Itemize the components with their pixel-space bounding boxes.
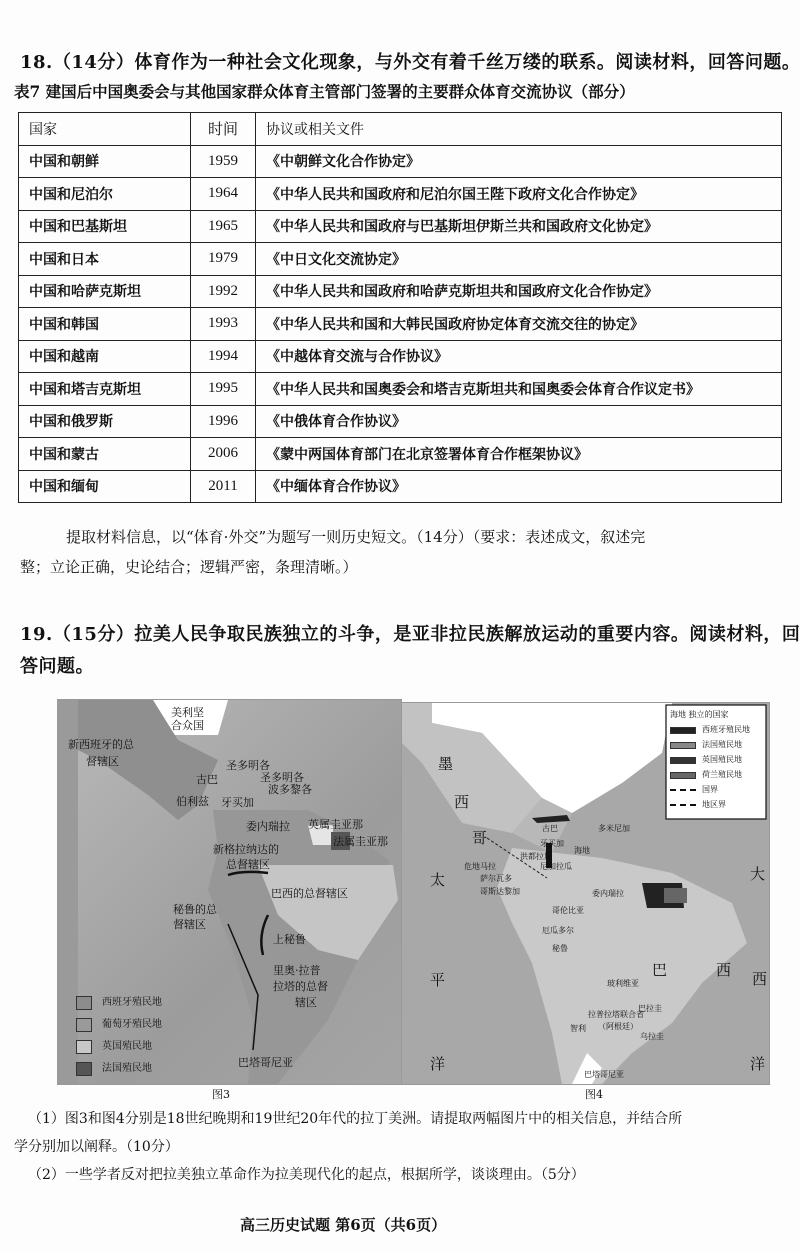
year-cell: 1994 [191, 340, 256, 373]
legend-label: 法国殖民地 [702, 740, 742, 749]
legend-swatch [670, 757, 696, 764]
table-row [19, 243, 782, 276]
label-patagonia: 巴塔哥尼亚 [238, 1056, 293, 1069]
country-cell: 中国和巴基斯坦 [19, 210, 191, 243]
year-cell: 1959 [191, 145, 256, 178]
label-argentina: （阿根廷） [598, 1022, 638, 1031]
label-pacific-2: 平 [430, 971, 446, 989]
table-row [19, 373, 782, 406]
label-british-guiana: 英属圭亚那 [308, 818, 363, 831]
q18-task-line2: 整；立论正确，史论结合；逻辑严密，条理清晰。） [20, 558, 358, 576]
document-cell: 《中俄体育合作协议》 [256, 405, 782, 438]
label-new-spain-2: 督辖区 [86, 755, 119, 768]
legend-french [670, 739, 742, 750]
label-rio-plata-2: 拉塔的总督 [273, 980, 328, 993]
document-cell: 《中华人民共和国奥委会和塔吉克斯坦共和国奥委会体育合作议定书》 [256, 373, 782, 406]
document-cell: 《中华人民共和国政府与巴基斯坦伊斯兰共和国政府文化协定》 [256, 210, 782, 243]
legend-swatch [670, 772, 696, 779]
legend-dutch [670, 769, 742, 780]
label-peru-2: 督辖区 [173, 918, 206, 931]
country-cell: 中国和日本 [19, 243, 191, 276]
label-honduras: 洪都拉斯 [520, 852, 552, 861]
label-atlantic-1: 大 [750, 865, 766, 883]
year-cell: 1992 [191, 275, 256, 308]
q19-stem-line1: 19.（15分）拉美人民争取民族独立的斗争，是亚非拉民族解放运动的重要内容。阅读材料，回 [20, 624, 800, 645]
label-brazil-2: 西 [716, 961, 732, 979]
year-cell: 1993 [191, 308, 256, 341]
label-brazil-viceroyalty: 巴西的总督辖区 [271, 887, 348, 900]
document-cell: 《中日文化交流协定》 [256, 243, 782, 276]
country-cell: 国家 [19, 113, 191, 146]
table-title: 表7 建国后中国奥委会与其他国家群众体育主管部门签署的主要群众体育交流协议（部分） [14, 82, 635, 101]
table-row [19, 178, 782, 211]
legend-label: 法国殖民地 [102, 1063, 152, 1074]
page-footer: 高三历史试题 第6页（共6页） [240, 1216, 447, 1234]
label-nicaragua: 尼加拉瓜 [540, 862, 572, 871]
label-mexico-3: 哥 [472, 829, 488, 847]
document-cell: 协议或相关文件 [256, 113, 782, 146]
legend-spanish [670, 724, 750, 735]
label-pacific-3: 洋 [430, 1055, 446, 1073]
year-cell: 2011 [191, 470, 256, 503]
legend-line [670, 789, 696, 791]
label-new-spain-1: 新西班牙的总 [68, 738, 134, 751]
q19-stem-line2: 答问题。 [20, 656, 94, 677]
label-atlantic-2: 西 [752, 970, 768, 988]
figure-4-map [401, 702, 770, 1085]
agreements-table [18, 112, 782, 503]
label-colombia: 哥伦比亚 [552, 906, 584, 915]
label-ecuador: 厄瓜多尔 [542, 926, 574, 935]
legend-title: 海地 独立的国家 [670, 710, 729, 719]
label-el-salvador: 萨尔瓦多 [480, 874, 512, 883]
label-usa-1: 美利坚 [171, 706, 204, 719]
label-mexico-2: 西 [454, 793, 470, 811]
document-cell: 《中朝鲜文化合作协定》 [256, 145, 782, 178]
year-cell: 1995 [191, 373, 256, 406]
figure-3-caption: 图3 [212, 1088, 230, 1101]
year-cell: 2006 [191, 438, 256, 471]
label-upper-peru: 上秘鲁 [273, 933, 306, 946]
label-paraguay: 巴拉圭 [638, 1004, 662, 1013]
label-new-granada-2: 总督辖区 [226, 858, 270, 871]
label-rio-plata: 拉普拉塔联合省 [588, 1010, 644, 1019]
country-cell: 中国和塔吉克斯坦 [19, 373, 191, 406]
country-cell: 中国和越南 [19, 340, 191, 373]
label-jamaica: 牙买加 [221, 796, 254, 809]
legend-british [76, 1037, 152, 1054]
table-row [19, 308, 782, 341]
q18-task-line1: 提取材料信息，以“体育·外交”为题写一则历史短文。（14分）（要求：表述成文，叙述完 [66, 528, 646, 546]
table-row [19, 405, 782, 438]
label-santo-domingo-2: 圣多明各 [260, 771, 304, 784]
legend-label: 西班牙殖民地 [102, 997, 162, 1008]
label-peru: 秘鲁 [552, 944, 568, 953]
year-cell: 1979 [191, 243, 256, 276]
year-cell: 时间 [191, 113, 256, 146]
table-row [19, 275, 782, 308]
table-row [19, 470, 782, 503]
country-cell: 中国和缅甸 [19, 470, 191, 503]
label-uruguay: 乌拉圭 [640, 1032, 664, 1041]
legend-label: 地区界 [702, 800, 726, 809]
legend-label: 英国殖民地 [102, 1041, 152, 1052]
label-peru-1: 秘鲁的总 [173, 903, 217, 916]
legend-swatch [670, 727, 696, 734]
table-row [19, 438, 782, 471]
document-cell: 《中华人民共和国政府和哈萨克斯坦共和国政府文化合作协定》 [256, 275, 782, 308]
legend-swatch [76, 1018, 92, 1032]
country-cell: 中国和俄罗斯 [19, 405, 191, 438]
label-puerto-rico: 波多黎各 [268, 783, 312, 796]
legend-label: 英国殖民地 [702, 755, 742, 764]
label-jamaica: 牙买加 [540, 839, 564, 848]
label-cuba: 古巴 [196, 773, 218, 786]
label-santo-domingo: 圣多明各 [226, 759, 270, 772]
q19-sub2: （2）一些学者反对把拉美独立革命作为拉美现代化的起点，根据所学，谈谈理由。（5分） [28, 1167, 585, 1183]
label-venezuela: 委内瑞拉 [246, 820, 290, 833]
legend-portuguese [76, 1015, 162, 1032]
country-cell: 中国和蒙古 [19, 438, 191, 471]
country-cell: 中国和朝鲜 [19, 145, 191, 178]
year-cell: 1964 [191, 178, 256, 211]
label-haiti: 海地 [574, 846, 590, 855]
legend-swatch [76, 1062, 92, 1076]
label-usa-2: 合众国 [171, 719, 204, 732]
legend-label: 葡萄牙殖民地 [102, 1019, 162, 1030]
table-row [19, 210, 782, 243]
q19-sub1-line1: （1）图3和图4分别是18世纪晚期和19世纪20年代的拉丁美洲。请提取两幅图片中的相关信息，并结合所 [28, 1111, 683, 1127]
legend-swatch [76, 1040, 92, 1054]
figure-3-map [57, 699, 402, 1085]
country-cell: 中国和韩国 [19, 308, 191, 341]
label-cuba: 古巴 [542, 824, 558, 833]
q19-sub1-line2: 学分别加以阐释。（10分） [14, 1139, 179, 1155]
legend-label: 荷兰殖民地 [702, 770, 742, 779]
document-cell: 《中缅体育合作协议》 [256, 470, 782, 503]
table-header-row [19, 113, 782, 146]
label-bolivia: 玻利维亚 [607, 979, 639, 988]
legend-spanish [76, 993, 162, 1010]
table-row [19, 145, 782, 178]
label-atlantic-3: 洋 [750, 1055, 766, 1073]
legend-british [670, 754, 742, 765]
legend-label: 西班牙殖民地 [702, 725, 750, 734]
country-cell: 中国和哈萨克斯坦 [19, 275, 191, 308]
document-cell: 《中华人民共和国政府和尼泊尔国王陛下政府文化合作协定》 [256, 178, 782, 211]
legend-region-border [670, 799, 726, 810]
document-cell: 《蒙中两国体育部门在北京签署体育合作框架协议》 [256, 438, 782, 471]
label-french-guiana: 法属圭亚那 [333, 835, 388, 848]
label-venezuela: 委内瑞拉 [592, 889, 624, 898]
label-pacific-1: 太 [430, 871, 446, 889]
figure-4-caption: 图4 [585, 1088, 603, 1101]
label-brazil-1: 巴 [652, 961, 668, 979]
year-cell: 1996 [191, 405, 256, 438]
label-patagonia: 巴塔哥尼亚 [584, 1070, 624, 1079]
label-new-granada-1: 新格拉纳达的 [213, 843, 279, 856]
label-rio-plata-1: 里奥·拉普 [273, 964, 321, 977]
q18-stem: 18.（14分）体育作为一种社会文化现象，与外交有着千丝万缕的联系。阅读材料，回答问题。 [20, 52, 800, 73]
label-chile: 智利 [570, 1024, 586, 1033]
year-cell: 1965 [191, 210, 256, 243]
label-guatemala: 危地马拉 [464, 862, 496, 871]
country-cell: 中国和尼泊尔 [19, 178, 191, 211]
legend-national-border [670, 784, 718, 795]
document-cell: 《中华人民共和国和大韩民国政府协定体育交流交往的协定》 [256, 308, 782, 341]
legend-swatch [76, 996, 92, 1010]
legend-line [670, 804, 696, 806]
label-costa-rica: 哥斯达黎加 [480, 887, 520, 896]
label-dominica: 多米尼加 [598, 824, 630, 833]
label-rio-plata-3: 辖区 [295, 996, 317, 1009]
table-row [19, 340, 782, 373]
document-cell: 《中越体育交流与合作协议》 [256, 340, 782, 373]
label-mexico-1: 墨 [438, 755, 454, 773]
legend-label: 国界 [702, 785, 718, 794]
label-belize: 伯利兹 [176, 795, 209, 808]
legend-french [76, 1059, 152, 1076]
legend-swatch [670, 742, 696, 749]
